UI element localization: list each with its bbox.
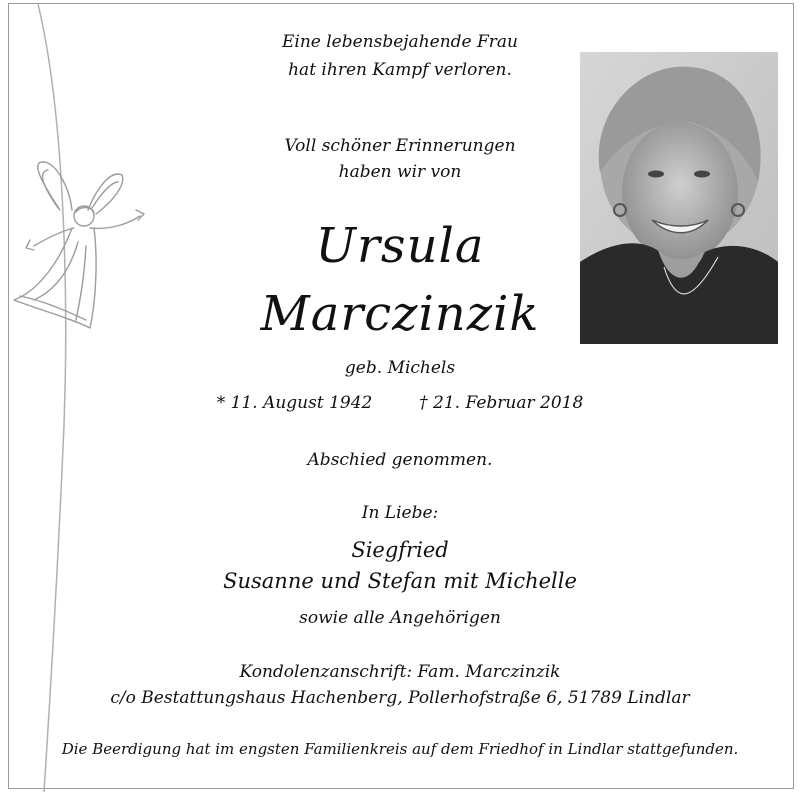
in-love-text: In Liebe: xyxy=(361,503,439,523)
relatives-text: sowie alle Angehörigen xyxy=(299,608,501,628)
birth-date: * 11. August 1942 xyxy=(216,393,373,413)
intro-line-1: Eine lebensbejahende Frau xyxy=(281,32,519,52)
memories-line-2: haben wir von xyxy=(338,162,462,182)
burial-note: Die Beerdigung hat im engsten Familienkreis auf dem Friedhof in Lindlar stattgefunden. xyxy=(61,740,739,758)
deceased-last-name: Marczinzik xyxy=(260,286,540,342)
farewell-text: Abschied genommen. xyxy=(307,450,493,470)
deceased-first-name: Ursula xyxy=(315,218,485,274)
family-line-2: Susanne und Stefan mit Michelle xyxy=(223,569,577,593)
intro-line-2: hat ihren Kampf verloren. xyxy=(288,60,512,80)
birth-name: geb. Michels xyxy=(344,358,456,378)
family-line-1: Siegfried xyxy=(351,538,449,562)
condolence-line-1: Kondolenzanschrift: Fam. Marczinzik xyxy=(239,662,561,682)
life-dates xyxy=(0,393,800,413)
memories-line-1: Voll schöner Erinnerungen xyxy=(284,136,516,156)
condolence-line-2: c/o Bestattungshaus Hachenberg, Pollerhofstraße 6, 51789 Lindlar xyxy=(110,688,690,708)
death-date: † 21. Februar 2018 xyxy=(419,393,584,413)
